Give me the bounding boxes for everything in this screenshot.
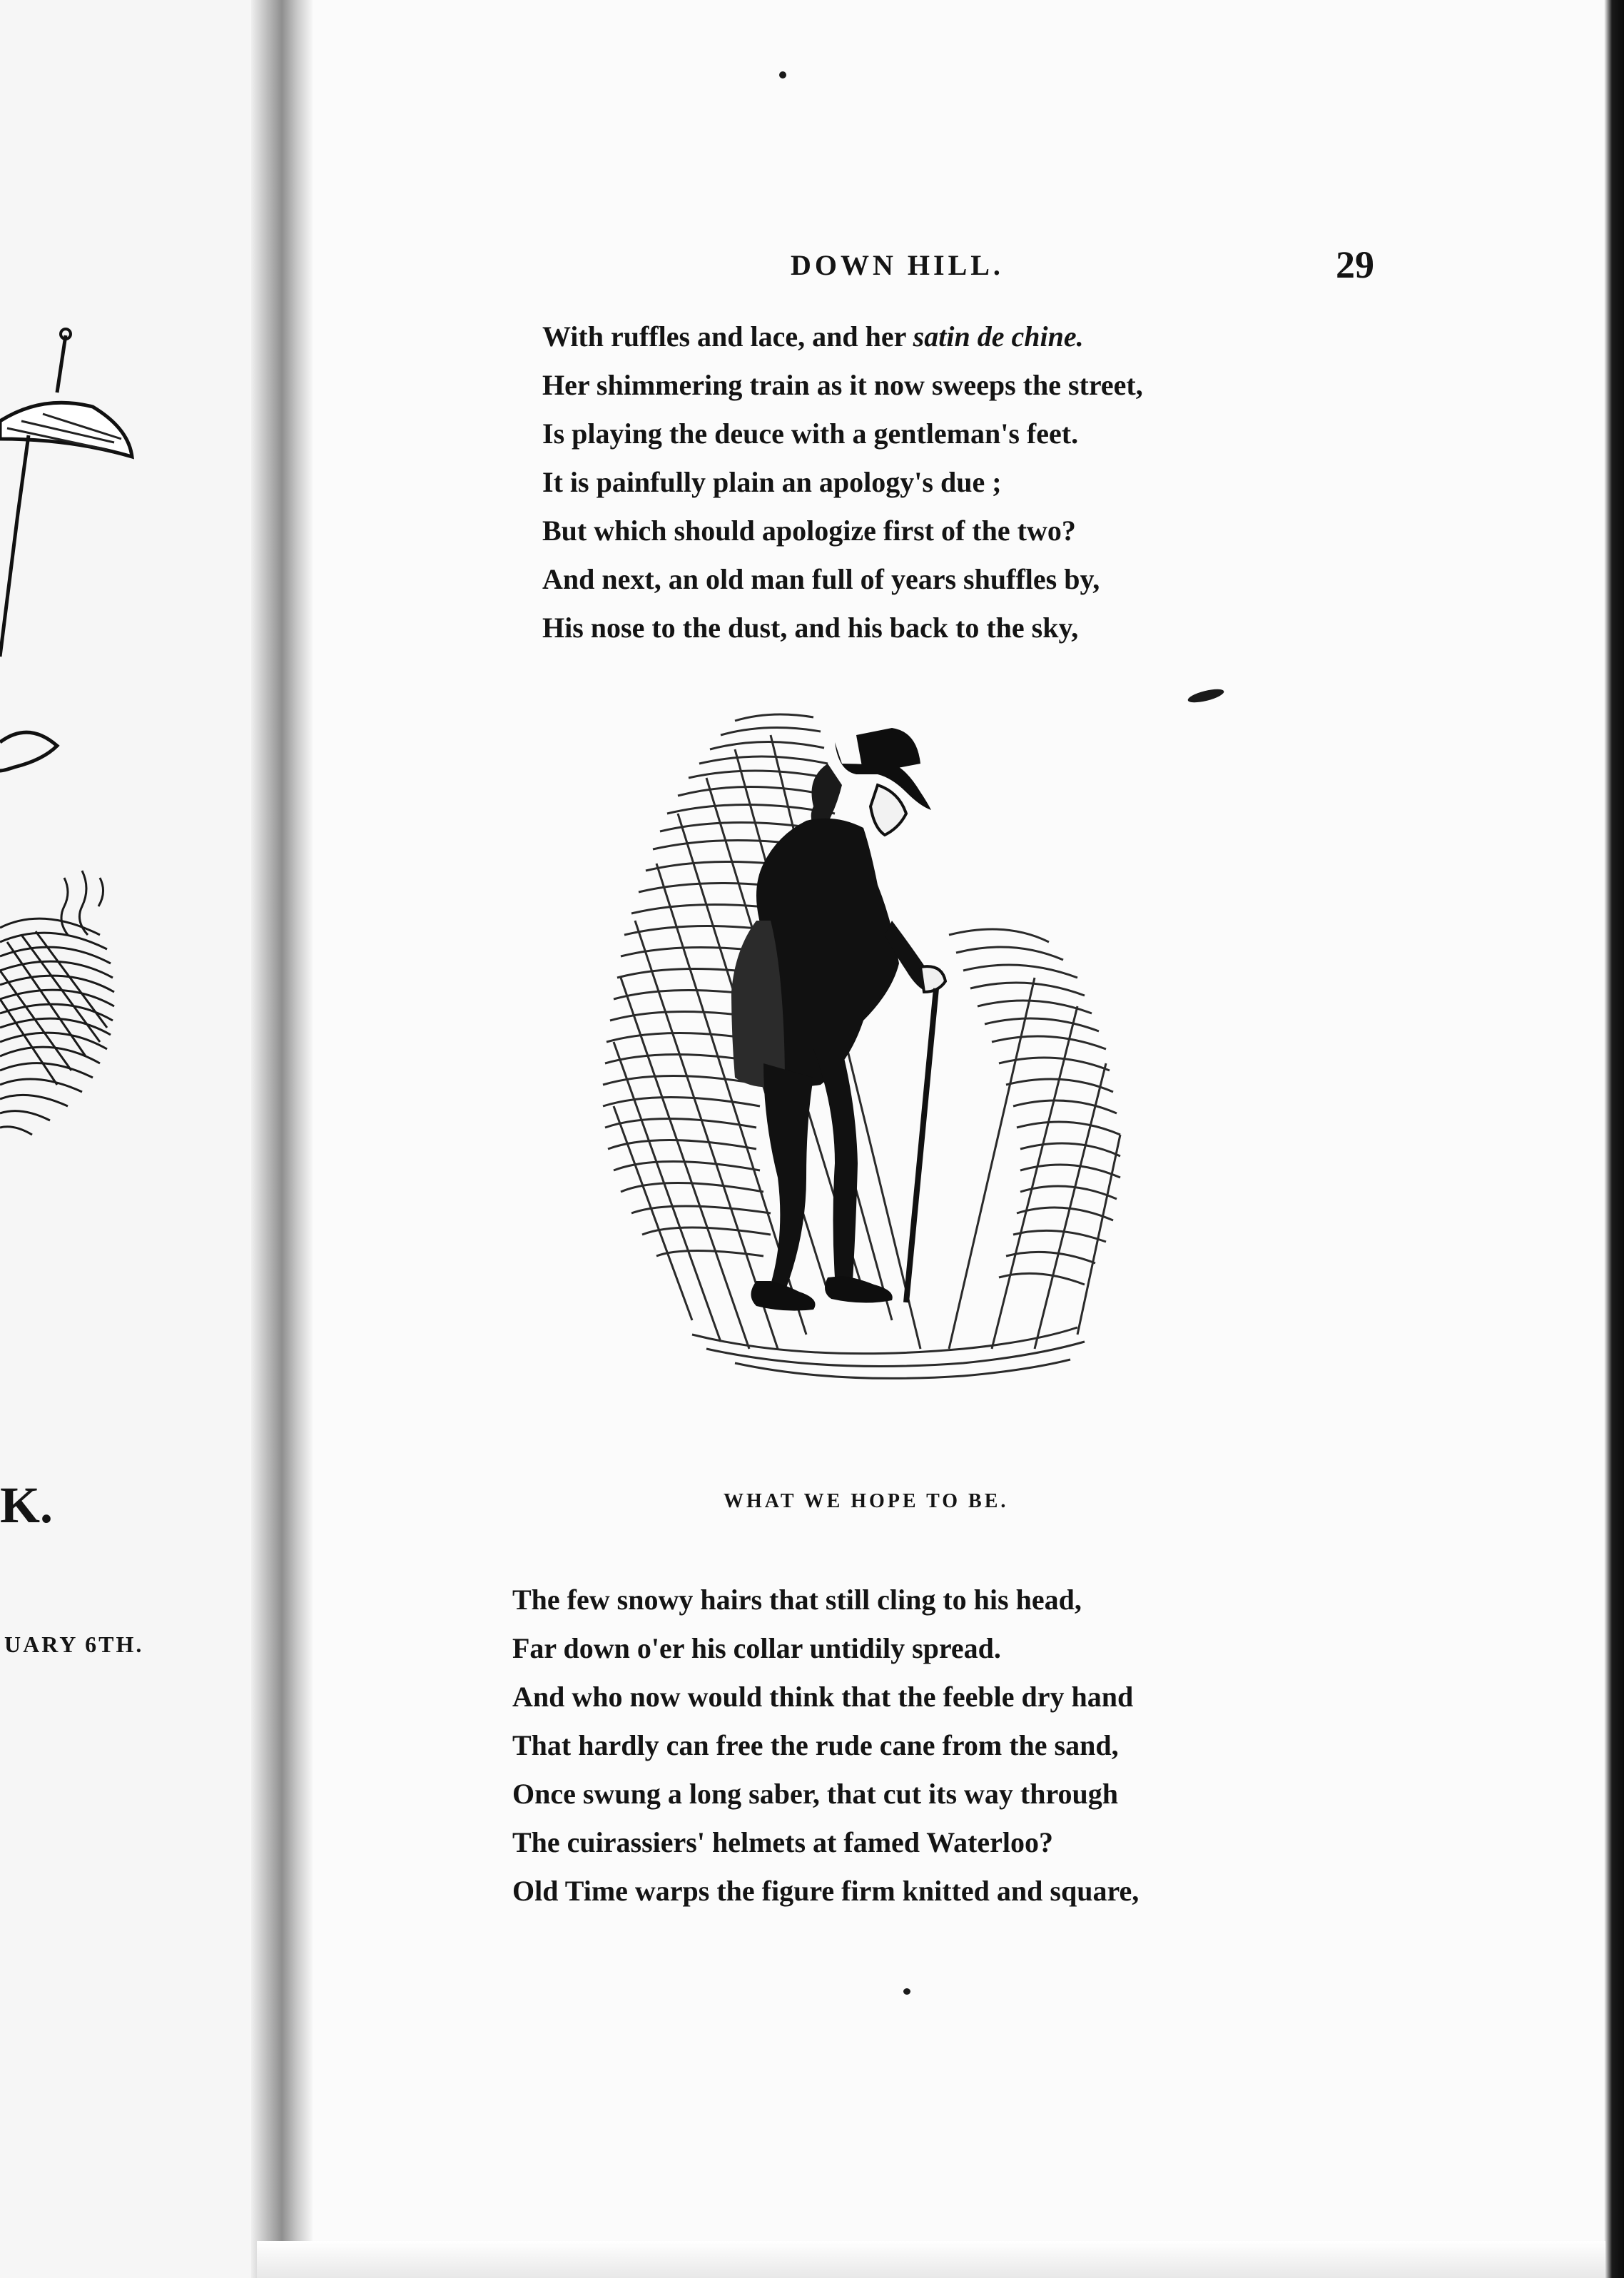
verse-line: Old Time warps the figure firm knitted and square, [512,1875,1140,1907]
verse-line: Once swung a long saber, that cut its way through [512,1778,1119,1810]
verse-line: It is painfully plain an apology's due ; [542,466,1002,498]
book-gutter [251,0,313,2278]
ink-speck [779,71,786,79]
stanza-1 [542,313,1143,652]
verse-line: And next, an old man full of years shuffles by, [542,563,1100,595]
left-page-heading-fragment: K. [0,1477,54,1534]
verse-line: That hardly can free the rude cane from the sand, [512,1729,1119,1761]
verse-line: The cuirassiers' helmets at famed Waterloo? [512,1826,1054,1858]
stanza-2 [512,1576,1139,1915]
verse-line: Is playing the deuce with a gentleman's feet. [542,417,1079,450]
verse-line: And who now would think that the feeble dry hand [512,1681,1134,1713]
illustration-caption: WHAT WE HOPE TO BE. [724,1490,1009,1512]
parasol-lady-engraving-fragment [0,314,143,1299]
verse-line: Far down o'er his collar untidily spread. [512,1632,1001,1664]
page-edge-shadow [1604,0,1624,2278]
left-page [0,0,257,2278]
verse-line: But which should apologize first of the two? [542,515,1076,547]
page-bottom-edge [257,2241,1605,2278]
page-number: 29 [1336,243,1374,286]
verse-line: His nose to the dust, and his back to the sky, [542,612,1079,644]
verse-line: With ruffles and lace, and her satin de chine. [542,320,1084,353]
ink-speck [903,1988,910,1995]
verse-line: Her shimmering train as it now sweeps the street, [542,369,1143,401]
running-head: DOWN HILL. [791,249,1004,281]
old-man-with-cane-engraving [592,707,1177,1477]
left-page-date-fragment: UARY 6TH. [4,1631,144,1657]
verse-line: The few snowy hairs that still cling to his head, [512,1584,1082,1616]
